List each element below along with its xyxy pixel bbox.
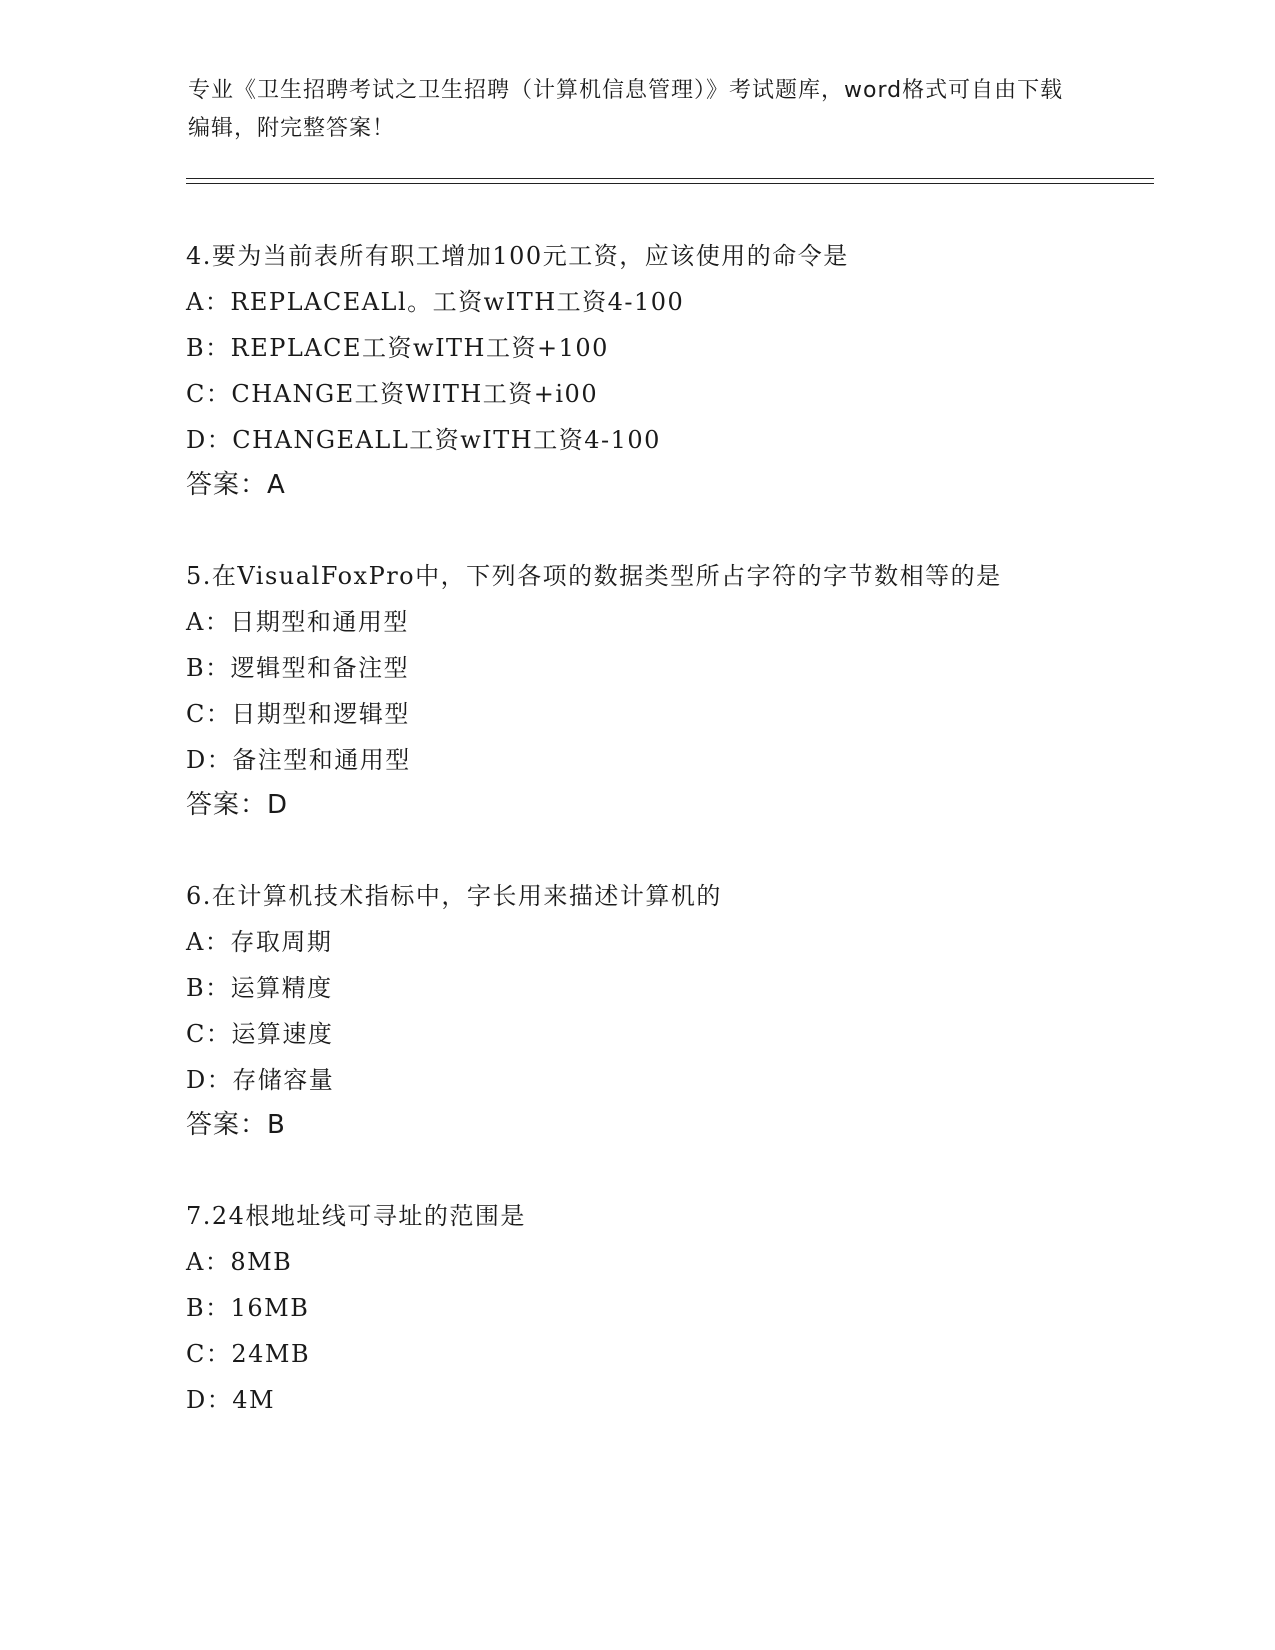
question-stem: 7.24根地址线可寻址的范围是 <box>186 1202 526 1230</box>
option-b: B：16MB <box>186 1294 310 1322</box>
option-b: B：逻辑型和备注型 <box>186 654 410 682</box>
option-c: C：CHANGE工资WITH工资+i00 <box>186 380 599 408</box>
option-d: D：备注型和通用型 <box>186 746 411 774</box>
option-b: B：运算精度 <box>186 974 333 1002</box>
question-6 <box>186 873 1086 1147</box>
option-d: D：CHANGEALL工资wITH工资4-100 <box>186 426 661 454</box>
option-c: C：24MB <box>186 1340 311 1368</box>
question-7 <box>186 1193 1086 1423</box>
option-a: A：REPLACEALl。工资wITH工资4-100 <box>186 288 685 316</box>
question-stem: 4.要为当前表所有职工增加100元工资，应该使用的命令是 <box>186 242 849 270</box>
option-c: C：日期型和逻辑型 <box>186 700 410 728</box>
question-list <box>186 233 1086 1469</box>
header-divider-top <box>186 178 1154 179</box>
document-header: 专业《卫生招聘考试之卫生招聘（计算机信息管理）》考试题库，word格式可自由下载编辑，附完整答案！ <box>188 78 1064 141</box>
question-stem: 6.在计算机技术指标中，字长用来描述计算机的 <box>186 882 722 910</box>
answer: 答案：D <box>186 790 289 820</box>
answer: 答案：B <box>186 1110 286 1140</box>
answer: 答案：A <box>186 470 286 500</box>
header-divider-bottom <box>186 183 1154 184</box>
option-a: A：8MB <box>186 1248 293 1276</box>
question-stem: 5.在VisualFoxPro中，下列各项的数据类型所占字符的字节数相等的是 <box>186 562 1002 590</box>
option-d: D：4M <box>186 1386 276 1414</box>
option-d: D：存储容量 <box>186 1066 335 1094</box>
option-b: B：REPLACE工资wITH工资+100 <box>186 334 609 362</box>
question-5 <box>186 553 1086 827</box>
option-c: C：运算速度 <box>186 1020 334 1048</box>
option-a: A：存取周期 <box>186 928 333 956</box>
option-a: A：日期型和通用型 <box>186 608 409 636</box>
question-4 <box>186 233 1086 507</box>
